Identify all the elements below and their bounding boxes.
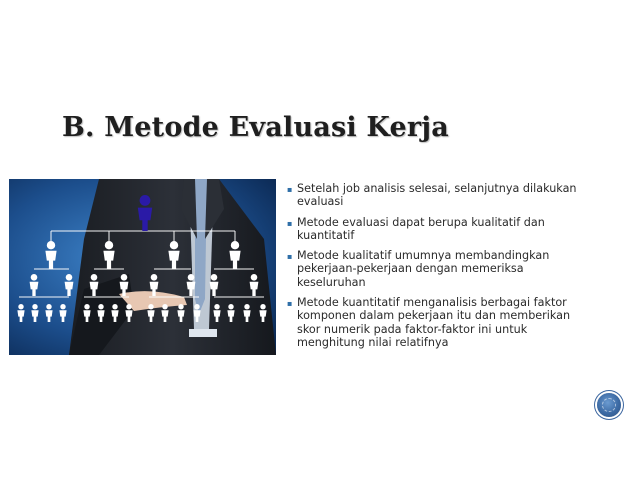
bullet-text: Metode kualitatif umumnya membandingkan pekerjaan-pekerjaan dengan memeriksa keseluruhan — [297, 249, 550, 289]
bullet-square-icon: ▪ — [287, 252, 293, 262]
circle-navigation-icon[interactable] — [597, 393, 621, 417]
bullet-text: Metode evaluasi dapat berupa kualitatif dan kuantitatif — [297, 215, 545, 242]
bullet-item — [287, 296, 587, 349]
bullet-square-icon: ▪ — [287, 185, 293, 194]
org-chart-illustration — [9, 179, 276, 355]
bullet-square-icon: ▪ — [287, 218, 293, 228]
bullet-text: Setelah job analisis selesai, selanjutnya dilakukan evaluasi — [297, 182, 577, 209]
bullet-square-icon: ▪ — [287, 299, 293, 309]
bullet-text: Metode kuantitatif menganalisis berbagai faktor komponen dalam pekerjaan itu dan memberikan skor numerik pada faktor-faktor ini untuk menghitung nilai relatifnya — [297, 296, 571, 349]
bullet-item — [287, 216, 587, 243]
bullet-item — [287, 182, 587, 209]
bullet-list — [287, 182, 587, 356]
bullet-item — [287, 249, 587, 289]
hierarchy-photo — [9, 179, 276, 355]
slide-title: B. Metode Evaluasi Kerja — [62, 112, 449, 143]
